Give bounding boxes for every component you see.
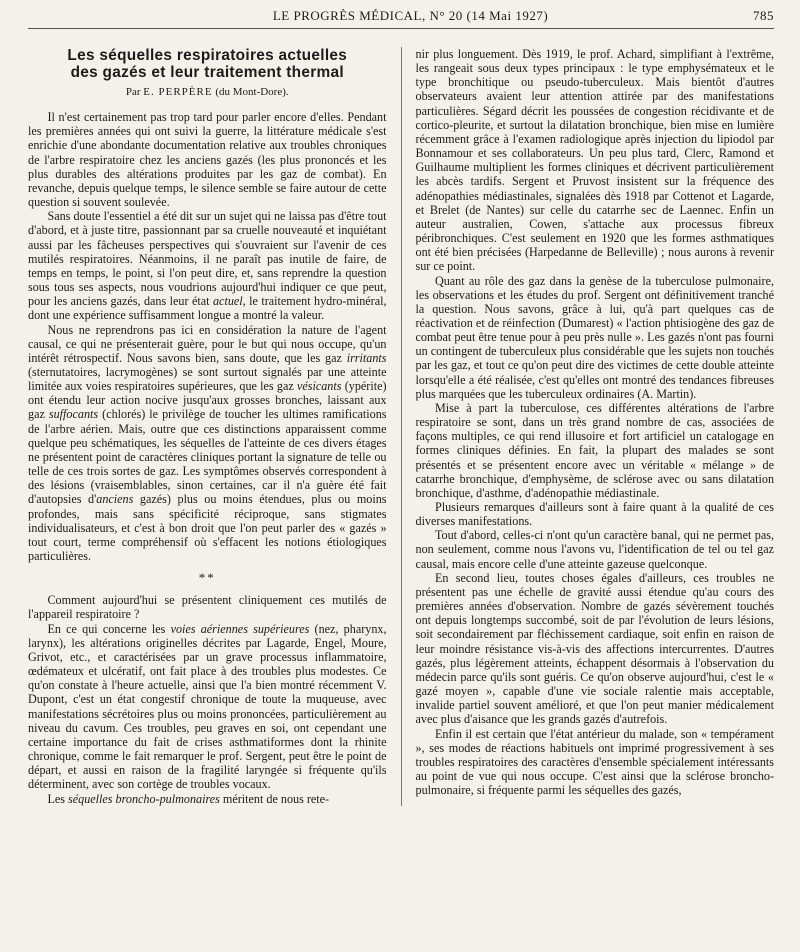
paragraph: Tout d'abord, celles-ci n'ont qu'un caractère banal, qui ne permet pas, non seulement, comme nous l'avons vu, l'identification de tel ou tel gaz causal, mais encore celle d'une atteinte gazeuse quelconque. [415,528,775,571]
author-name: E. PERPÈRE [143,86,213,98]
article-title-line-1: Les séquelles respiratoires actuelles [67,47,348,64]
running-head [28,8,774,29]
section-separator: ** [198,570,216,586]
paragraph: nir plus longuement. Dès 1919, le prof. Achard, simplifiant à l'extrême, les rangeait sous deux types principaux : le type emphysémateux et le type bronchitique ou pseudo-tuberculeux. Mais bientôt d'autres observateurs avaient leur attention attirée par des manifestations particulières. Ségard décrit les poussées de congestion récidivante et de cortico-pleurite, et surtout la dilatation bronchique, bien mise en lumière récemment grâce à l'examen radiologique après injection du lipiodol par Bonnamour et ses collaborateurs. Un peu plus tard, Clerc, Ramond et Guilhaume multiplient les formes cliniques et décrivent particulièrement les abcès tardifs. Sergent et Pruvost insistent sur la fréquence des adénopathies médiastinales, signalées dès 1918 par Cottenot et Lagarde, et Brelet (de Nantes) sur celle du catarrhe sec de Laennec. Enfin un auteur australien, Cowen, s'attache aux processus fibreux péribronchiques. C'est seulement en 1920 que les formes asthmatiques ont été bien précisées (Harpedanne de Belleville) ; nous aurons à revenir sur ce point. [415,47,775,274]
paragraph: En ce qui concerne les voies aériennes supérieures (nez, pharynx, larynx), les altérations originelles décrites par Lagarde, Engel, Moure, Grivot, etc., et caractérisées par un grave processus inflammatoire, œdémateux et ulcératif, ont fait place à des troubles plus modestes. Ce qu'on constate à l'heure actuelle, ainsi que l'a bien montré récemment V. Dupont, c'est un état congestif chronique de toute la muqueuse, avec manifestations sécrétoires plus ou moins prononcées, particulièrement au niveau du cavum. Ces troubles, peu graves en soi, ont cependant une certaine importance du fait de crises asthmatiformes dont la rhinite chronique, comme le fait remarquer le prof. Sergent, peut être le point de départ, et aussi en raison de la fragilité laryngée si fréquente qu'ils déterminent, avec son cortège de troubles vocaux. [28,621,387,792]
byline-prefix: Par [125,86,141,98]
journal-title: LE PROGRÈS MÉDICAL, N° 20 (14 Mai 1927) [272,8,549,23]
right-column [416,47,775,806]
paragraph: Enfin il est certain que l'état antérieur du malade, son « tempérament », ses modes de réactions habituels ont imprimé progressivement à ses troubles respiratoires des caractères d'ensemble spécialement intéressants au point de vue qui nous occupe. C'est ainsi que la sclérose broncho-pulmonaire, si fréquente parmi les séquelles des gazés, [415,726,775,798]
author-affiliation: (du Mont-Dore). [215,86,289,98]
paragraph: Mise à part la tuberculose, ces différentes altérations de l'arbre respiratoire se sont, dans un très grand nombre de cas, associées de façons multiples, ce qui rend illusoire et fort artificiel un catalogage en formes cliniques définies. En fait, la plupart des malades se sont présentés et se présentent encore avec un véritable « mélange » de catarrhe bronchique, d'emphysème, de sclérose avec ou sans dilatation bronchique, d'asthme, d'adénopathie médiastinale. [415,400,775,500]
paragraph: Les séquelles broncho-pulmonaires méritent de nous rete- [47,791,330,806]
two-column-body [28,47,774,806]
paragraph: Plusieurs remarques d'ailleurs sont à faire quant à la qualité de ces diverses manifestations. [415,500,775,529]
column-divider [401,47,402,806]
left-column [28,47,387,806]
article-title [28,47,387,81]
paragraph: Quant au rôle des gaz dans la genèse de la tuberculose pulmonaire, les observations et les études du prof. Sergent ont définitivement tranché la question. Nous savons, grâce à lui, qu'à part quelques cas de réactivation et de réinfection (Dumarest) « l'action phtisiogène des gaz de combat peut être tenue pour à peu près nulle ». Les gazés n'ont pas fourni un contingent de tuberculeux plus considérable que les sujets non touchés par les gaz, et tout ce qu'on peut dire des victimes de cette double atteinte lorsqu'elle a été réalisée, c'est qu'elles ont montré des tendances fibreuses plus marquées que les tuberculeux ordinaires (A. Martin). [415,273,775,401]
byline [28,85,387,99]
paragraph: Comment aujourd'hui se présentent cliniquement ces mutilés de l'appareil respiratoire ? [28,593,387,622]
article-title-line-2: des gazés et leur traitement thermal [70,64,344,81]
paragraph: Nous ne reprendrons pas ici en considération la nature de l'agent causal, ce qui ne présenterait guère, pour le but qui nous occupe, qu'un intérêt rétrospectif. Nous savons bien, sans doute, que les gaz irritants (sternutatoires, lacrymogènes) se sont surtout signalés par une atteinte limitée aux voies respiratoires supérieures, que les gaz vésicants (ypérite) ont étendu leur action nocive jusqu'aux grosses bronches, laissant aux gaz suffocants (chlorés) le privilège de toucher les ultimes ramifications de l'arbre aérien. Mais, outre que ces distinctions apparaissent comme quelque peu schématiques, les séquelles de l'atteinte de ces divers étages ne présentent point de caractères cliniques portant la signature de telle ou telle de ces trois sortes de gaz. Les symptômes observés correspondent à des lésions (vraisemblables, sinon certaines, car il n'a guère été fait d'autopsies d'anciens gazés) plus ou moins étendues, plus ou moins profondes, mais sans spécificité réciproque, sans stigmates individualisateurs, et c'est à bon droit que l'on peut parler des « gazés » tout court, terme compréhensif où s'effacent les notions étiologiques particulières. [28,322,387,563]
paragraph: Il n'est certainement pas trop tard pour parler encore d'elles. Pendant les premières années qui ont suivi la guerre, la littérature médicale s'est enrichie d'une abondante documentation relative aux troubles chroniques de l'arbre respiratoire chez les anciens gazés (les plus prononcés et les plus durables des altérations produites par les gaz de combat). En revanche, depuis quelque temps, le silence semble se faire autour de cette question si souvent soulevée. [28,110,387,210]
page-number: 785 [753,8,774,23]
paragraph: Sans doute l'essentiel a été dit sur un sujet qui ne laissa pas d'être tout d'abord, et à juste titre, passionnant par sa cruelle nouveauté et inquiétant aussi par les fâcheuses perspectives qui s'ouvraient sur l'avenir de ces mutilés respiratoires. Néanmoins, il ne paraît pas inutile de faire, de temps en temps, le point, si l'on peut dire, et, sans reprendre la question sous tous ses aspects, nous voudrions aujourd'hui indiquer ce que peut, pour les anciens gazés, dans leur état actuel, le traitement hydro-minéral, dont une expérience suffisamment longue a montré la valeur. [28,209,387,323]
paragraph: En second lieu, toutes choses égales d'ailleurs, ces troubles ne présentent pas une échelle de gravité aussi étendue qu'au cours des premières années d'observation. Nombre de gazés sévèrement touchés ont depuis longtemps succombé, soit de par l'évolution de leurs lésions, soit secondairement par fléchissement cardiaque, soit enfin en raison de leur moindre résistance vis-à-vis des affections intercurrentes. D'autres gazés, plus légèrement atteints, échappent désormais à l'observation du médecin parce qu'ils sont guéris. Ce qu'on observe aujourd'hui, c'est le « gazé moyen », capable d'une vie sociale ralentie mais acceptable, invalide partiel souvent amélioré, et que l'on peut manier médicalement avec plus d'aisance que les grands gazés d'autrefois. [415,570,775,727]
